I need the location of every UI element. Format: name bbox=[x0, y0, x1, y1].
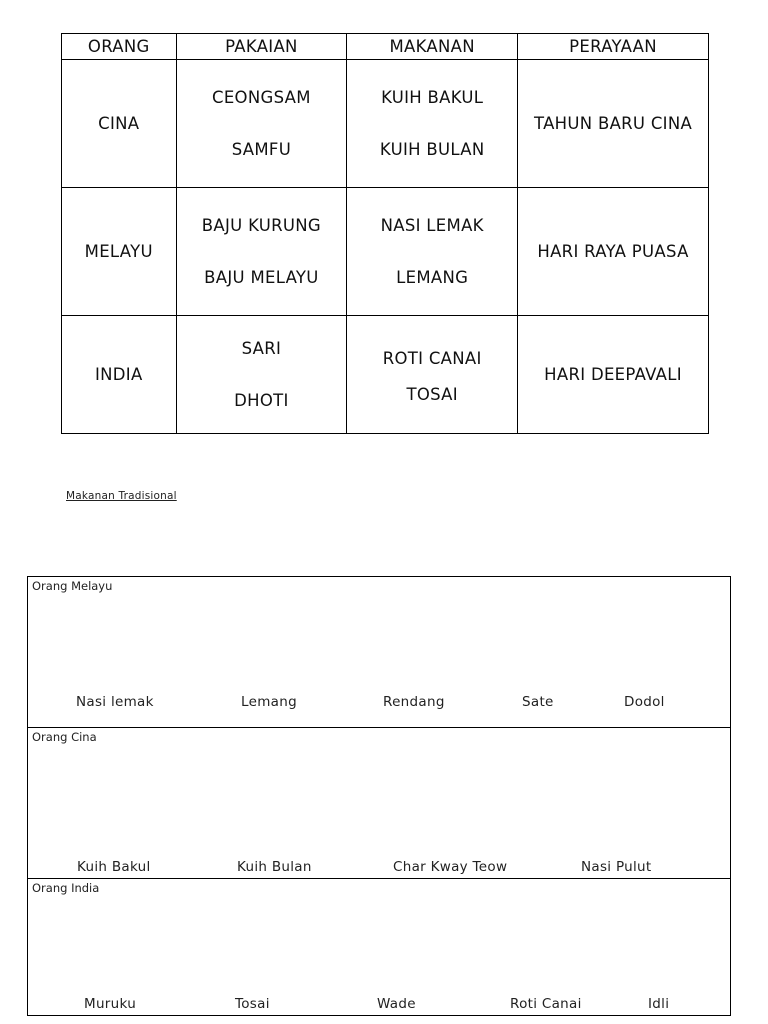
food-item: Kuih Bakul bbox=[77, 859, 151, 875]
food-item: Dodol bbox=[624, 694, 665, 710]
food-item: Char Kway Teow bbox=[393, 859, 508, 875]
pakaian-item: CEONGSAM bbox=[212, 87, 311, 107]
section-india bbox=[28, 879, 730, 1016]
table-row bbox=[62, 316, 709, 434]
makanan-item: NASI LEMAK bbox=[380, 215, 484, 235]
header-orang: ORANG bbox=[62, 34, 177, 60]
section-melayu bbox=[28, 577, 730, 728]
section-cina bbox=[28, 728, 730, 879]
orang-cell: MELAYU bbox=[62, 188, 177, 316]
makanan-cell bbox=[347, 316, 518, 434]
makanan-item: ROTI CANAI bbox=[382, 348, 482, 368]
orang-cell: INDIA bbox=[62, 316, 177, 434]
header-perayaan: PERAYAAN bbox=[518, 34, 709, 60]
culture-table bbox=[61, 33, 709, 434]
pakaian-cell bbox=[176, 60, 347, 188]
food-item: Lemang bbox=[241, 694, 297, 710]
food-item: Sate bbox=[522, 694, 554, 710]
food-item: Rendang bbox=[383, 694, 445, 710]
section-title: Orang Cina bbox=[32, 730, 97, 744]
pakaian-cell bbox=[176, 188, 347, 316]
perayaan-cell: TAHUN BARU CINA bbox=[518, 60, 709, 188]
orang-cell: CINA bbox=[62, 60, 177, 188]
pakaian-cell bbox=[176, 316, 347, 434]
header-pakaian: PAKAIAN bbox=[176, 34, 347, 60]
perayaan-cell: HARI RAYA PUASA bbox=[518, 188, 709, 316]
food-heading: Makanan Tradisional bbox=[66, 490, 177, 502]
food-item: Nasi Pulut bbox=[581, 859, 652, 875]
header-makanan: MAKANAN bbox=[347, 34, 518, 60]
makanan-item: KUIH BAKUL bbox=[381, 87, 484, 107]
makanan-item: KUIH BULAN bbox=[379, 139, 485, 159]
food-item: Nasi lemak bbox=[76, 694, 154, 710]
pakaian-item: SAMFU bbox=[231, 139, 292, 159]
food-item: Kuih Bulan bbox=[237, 859, 312, 875]
makanan-cell bbox=[347, 60, 518, 188]
makanan-cell bbox=[347, 188, 518, 316]
pakaian-item: BAJU MELAYU bbox=[204, 267, 319, 287]
makanan-item: LEMANG bbox=[396, 267, 469, 287]
makanan-item: TOSAI bbox=[406, 384, 458, 404]
food-item: Wade bbox=[377, 996, 416, 1012]
food-item: Idli bbox=[648, 996, 670, 1012]
perayaan-cell: HARI DEEPAVALI bbox=[518, 316, 709, 434]
table-header-row bbox=[62, 34, 709, 60]
section-title: Orang Melayu bbox=[32, 579, 113, 593]
pakaian-item: BAJU KURUNG bbox=[201, 215, 322, 235]
table-row bbox=[62, 60, 709, 188]
food-item: Roti Canai bbox=[510, 996, 582, 1012]
pakaian-item: DHOTI bbox=[234, 390, 289, 410]
food-item: Tosai bbox=[235, 996, 270, 1012]
section-title: Orang India bbox=[32, 881, 100, 895]
pakaian-item: SARI bbox=[241, 338, 282, 358]
food-item: Muruku bbox=[84, 996, 137, 1012]
table-row bbox=[62, 188, 709, 316]
food-box bbox=[27, 576, 731, 1016]
